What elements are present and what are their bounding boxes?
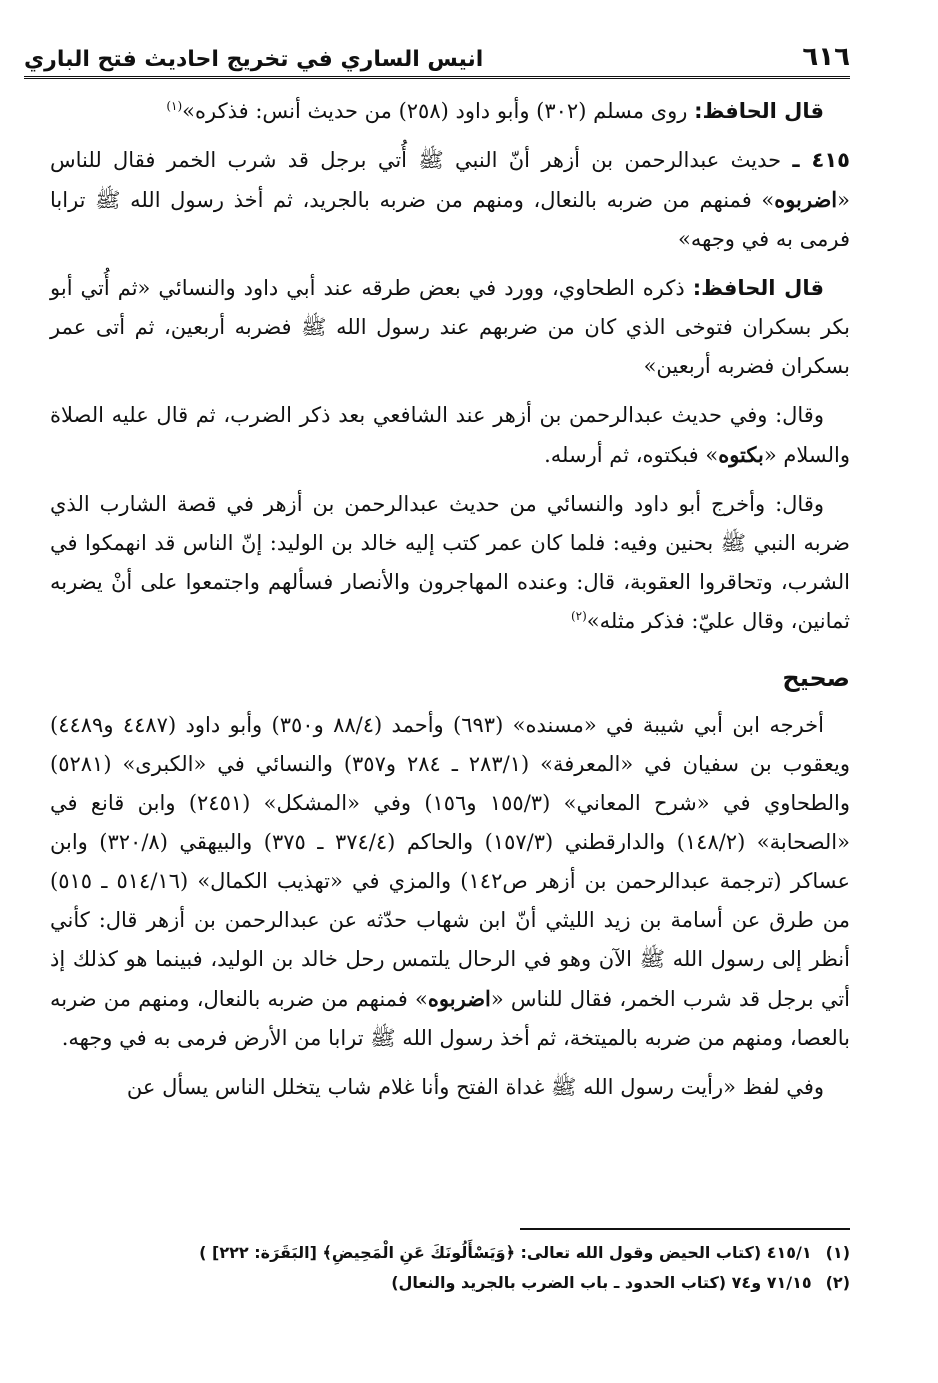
quoted-word: اضربوه <box>427 986 491 1011</box>
footnote-text: ٧١/١٥ و٧٤ (كتاب الحدود ـ باب الضرب بالجريد والنعال) <box>391 1273 812 1292</box>
quoted-word: بكتوه <box>718 442 764 467</box>
footnote-marker: (٢) <box>825 1273 850 1292</box>
paragraph-text-b: » فمنهم من ضربه بالنعال، ومنهم من ضربه بالعصا، ومنهم من ضربه بالميتخة، ثم أخذ رسول الله ﷺ ترابا من الأرض فرمى به في وجهه. <box>50 987 850 1050</box>
paragraph-abudawud <box>50 485 850 641</box>
paragraph-text: ذكره الطحاوي، وورد في بعض طرقه عند أبي داود والنسائي «ثم أُتي أبو بكر بسكران فتوخى الذي كان من ضربهم عند رسول الله ﷺ فضربه أربعين، ثم أتى عمر بسكران فضربه أربعين» <box>50 276 850 378</box>
hadith-number: ٤١٥ ـ <box>792 148 850 172</box>
paragraph-text: وفي لفظ «رأيت رسول الله ﷺ غداة الفتح وأنا غلام شاب يتخلل الناس يسأل عن <box>126 1075 824 1099</box>
quoted-word: اضربوه <box>774 187 838 212</box>
page-number: ٦١٦ <box>802 42 850 72</box>
footnote-2 <box>50 1268 850 1298</box>
paragraph-text-b: » فبكتوه، ثم أرسله. <box>544 443 719 467</box>
hadith-text-b: » فمنهم من ضربه بالنعال، ومنهم من ضربه بالجريد، ثم أخذ رسول الله ﷺ ترابا فرمى به في وجهه» <box>50 188 850 251</box>
paragraph-text-a: وقال: وفي حديث عبدالرحمن بن أزهر عند الشافعي بعد ذكر الضرب، ثم قال عليه الصلاة والسلام « <box>50 403 850 467</box>
paragraph-hafiz-1 <box>50 92 850 131</box>
footnote-1 <box>50 1238 850 1268</box>
section-title-sahih: صحيح <box>782 664 850 692</box>
paragraph-hafiz-2 <box>50 269 850 386</box>
footnote-divider <box>520 1228 850 1230</box>
hadith-text-a: حديث عبدالرحمن بن أزهر أنّ النبي ﷺ أُتي برجل قد شرب الخمر فقال للناس « <box>50 148 850 212</box>
paragraph-shafii <box>50 396 850 475</box>
hadith-415 <box>50 141 850 259</box>
footnotes <box>50 1238 850 1298</box>
footnote-marker: (١) <box>825 1243 850 1262</box>
paragraph-text: روى مسلم (٣٠٢) وأبو داود (٢٥٨) من حديث أنس: فذكره» <box>182 99 695 123</box>
footnote-text: ٤١٥/١ (كتاب الحيض وقول الله تعالى: ﴿وَيَسْأَلُونَكَ عَنِ الْمَحِيضِ﴾ [البَقَرَة: ٢٢٢] ) <box>199 1243 812 1262</box>
running-header <box>24 30 850 79</box>
speaker-label: قال الحافظ: <box>692 276 824 300</box>
paragraph-lafz <box>50 1068 850 1107</box>
paragraph-text-a: أخرجه ابن أبي شيبة في «مسنده» (٦٩٣) وأحمد (٨٨/٤ و٣٥٠) وأبو داود (٤٤٨٧ و٤٤٨٩) ويعقوب بن سفيان في «المعرفة» (٢٨٣/١ ـ ٢٨٤ و٣٥٧) والنسائي في «الكبرى» (٥٢٨١) والطحاوي في «شرح المعاني» (١٥٥/٣ و١٥٦) وفي «المشكل» (٢٤٥١) وابن قانع في «الصحابة» (١٤٨/٢) والدارقطني (١٥٧/٣) والحاكم (٣٧٤/٤ ـ ٣٧٥) والبيهقي (٣٢٠/٨) وابن عساكر (ترجمة عبدالرحمن بن أزهر ص١٤٢) والمزي في «تهذيب الكمال» (٥١٤/١٦ ـ ٥١٥) من طرق عن أسامة بن زيد الليثي أنّ ابن شهاب حدّثه عن عبدالرحمن بن أزهر قال: كأني أنظر إلى رسول الله ﷺ الآن وهو في الرحال يلتمس رحل خالد بن الوليد، فبينما هو كذلك إذ أتي برجل قد شرب الخمر، فقال للناس « <box>50 713 850 1011</box>
paragraph-takhrij <box>50 706 850 1058</box>
speaker-label: قال الحافظ: <box>694 99 824 123</box>
footnote-ref-1[interactable]: (١) <box>166 99 183 113</box>
book-title: انيس الساري في تخريج احاديث فتح الباري <box>24 47 484 72</box>
paragraph-text: وقال: وأخرج أبو داود والنسائي من حديث عبدالرحمن بن أزهر في قصة الشارب الذي ضربه النبي ﷺ بحنين وفيه: فلما كان عمر كتب إليه خالد بن الوليد: إنّ الناس قد انهمكوا في الشرب، وتحاقروا العقوبة، قال: وعنده المهاجرون والأنصار فسألهم واجتمعوا على أنْ يضربه ثمانين، وقال عليّ: فذكر مثله» <box>50 492 850 633</box>
footnote-ref-2[interactable]: (٢) <box>570 609 587 623</box>
main-text <box>50 92 850 1117</box>
